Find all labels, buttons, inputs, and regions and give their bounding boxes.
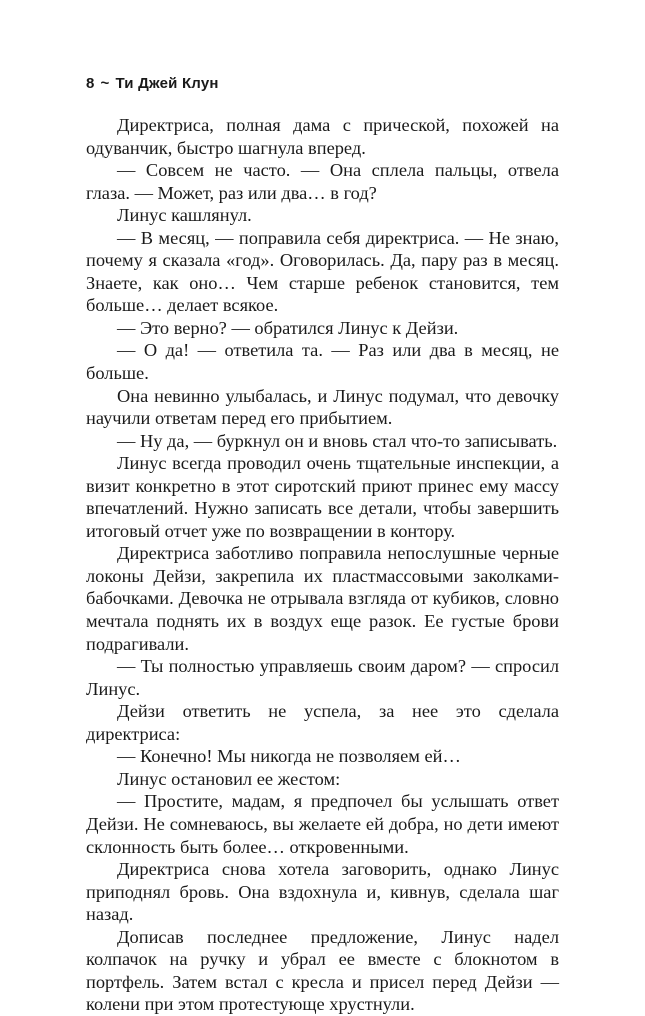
paragraph: — О да! — ответила та. — Раз или два в месяц, не больше.	[86, 340, 559, 384]
paragraph: Линус всегда проводил очень тщательные инспекции, а визит конкретно в этот сиротский приют принес ему массу впечатлений. Нужно записать все детали, чтобы завершить итоговый отчет уже по возвращении в контору.	[86, 453, 559, 541]
body-text	[86, 114, 559, 1016]
paragraph: — Это верно? — обратился Линус к Дейзи.	[117, 317, 459, 338]
paragraph: Линус кашлянул.	[117, 205, 252, 226]
paragraph: — В месяц, — поправила себя директриса. — Не знаю, почему я сказала «год». Оговорилась. Да, пару раз в месяц. Знаете, как оно… Чем старше ребенок становится, тем больше… делает всякое.	[86, 227, 559, 316]
paragraph: Директриса заботливо поправила непослушные черные локоны Дейзи, закрепила их пластмассовыми заколками-бабочками. Девочка не отрывала взгляда от кубиков, словно мечтала поднять их в воздух еще разок. Ее густые брови подрагивали.	[86, 543, 559, 654]
paragraph: — Ну да, — буркнул он и вновь стал что-то записывать.	[117, 430, 558, 451]
header-separator: ~	[100, 75, 110, 92]
paragraph: Она невинно улыбалась, и Линус подумал, что девочку научили ответам перед его прибытием.	[86, 385, 559, 429]
page-number: 8	[86, 75, 95, 92]
paragraph: Дейзи ответить не успела, за нее это сделала директриса:	[86, 701, 559, 744]
paragraph: — Простите, мадам, я предпочел бы услышать ответ Дейзи. Не сомневаюсь, вы желаете ей добра, но дети имеют склонность быть более… откровенными.	[86, 791, 559, 857]
paragraph: — Конечно! Мы никогда не позволяем ей…	[117, 746, 461, 767]
running-header	[86, 75, 219, 92]
paragraph: Дописав последнее предложение, Линус надел колпачок на ручку и убрал ее вместе с блокнотом в портфель. Затем встал с кресла и присел перед Дейзи — колени при этом протестующе хрустнули.	[86, 926, 559, 1015]
paragraph: — Совсем не часто. — Она сплела пальцы, отвела глаза. — Может, раз или два… в год?	[86, 160, 559, 203]
paragraph: — Ты полностью управляешь своим даром? — спросил Линус.	[86, 656, 559, 699]
paragraph: Директриса, полная дама с прической, похожей на одуванчик, быстро шагнула вперед.	[86, 115, 559, 158]
paragraph: Линус остановил ее жестом:	[117, 768, 341, 789]
author-name: Ти Джей Клун	[115, 75, 219, 92]
paragraph: Директриса снова хотела заговорить, однако Линус приподнял бровь. Она вздохнула и, кивнув, сделала шаг назад.	[86, 859, 559, 925]
